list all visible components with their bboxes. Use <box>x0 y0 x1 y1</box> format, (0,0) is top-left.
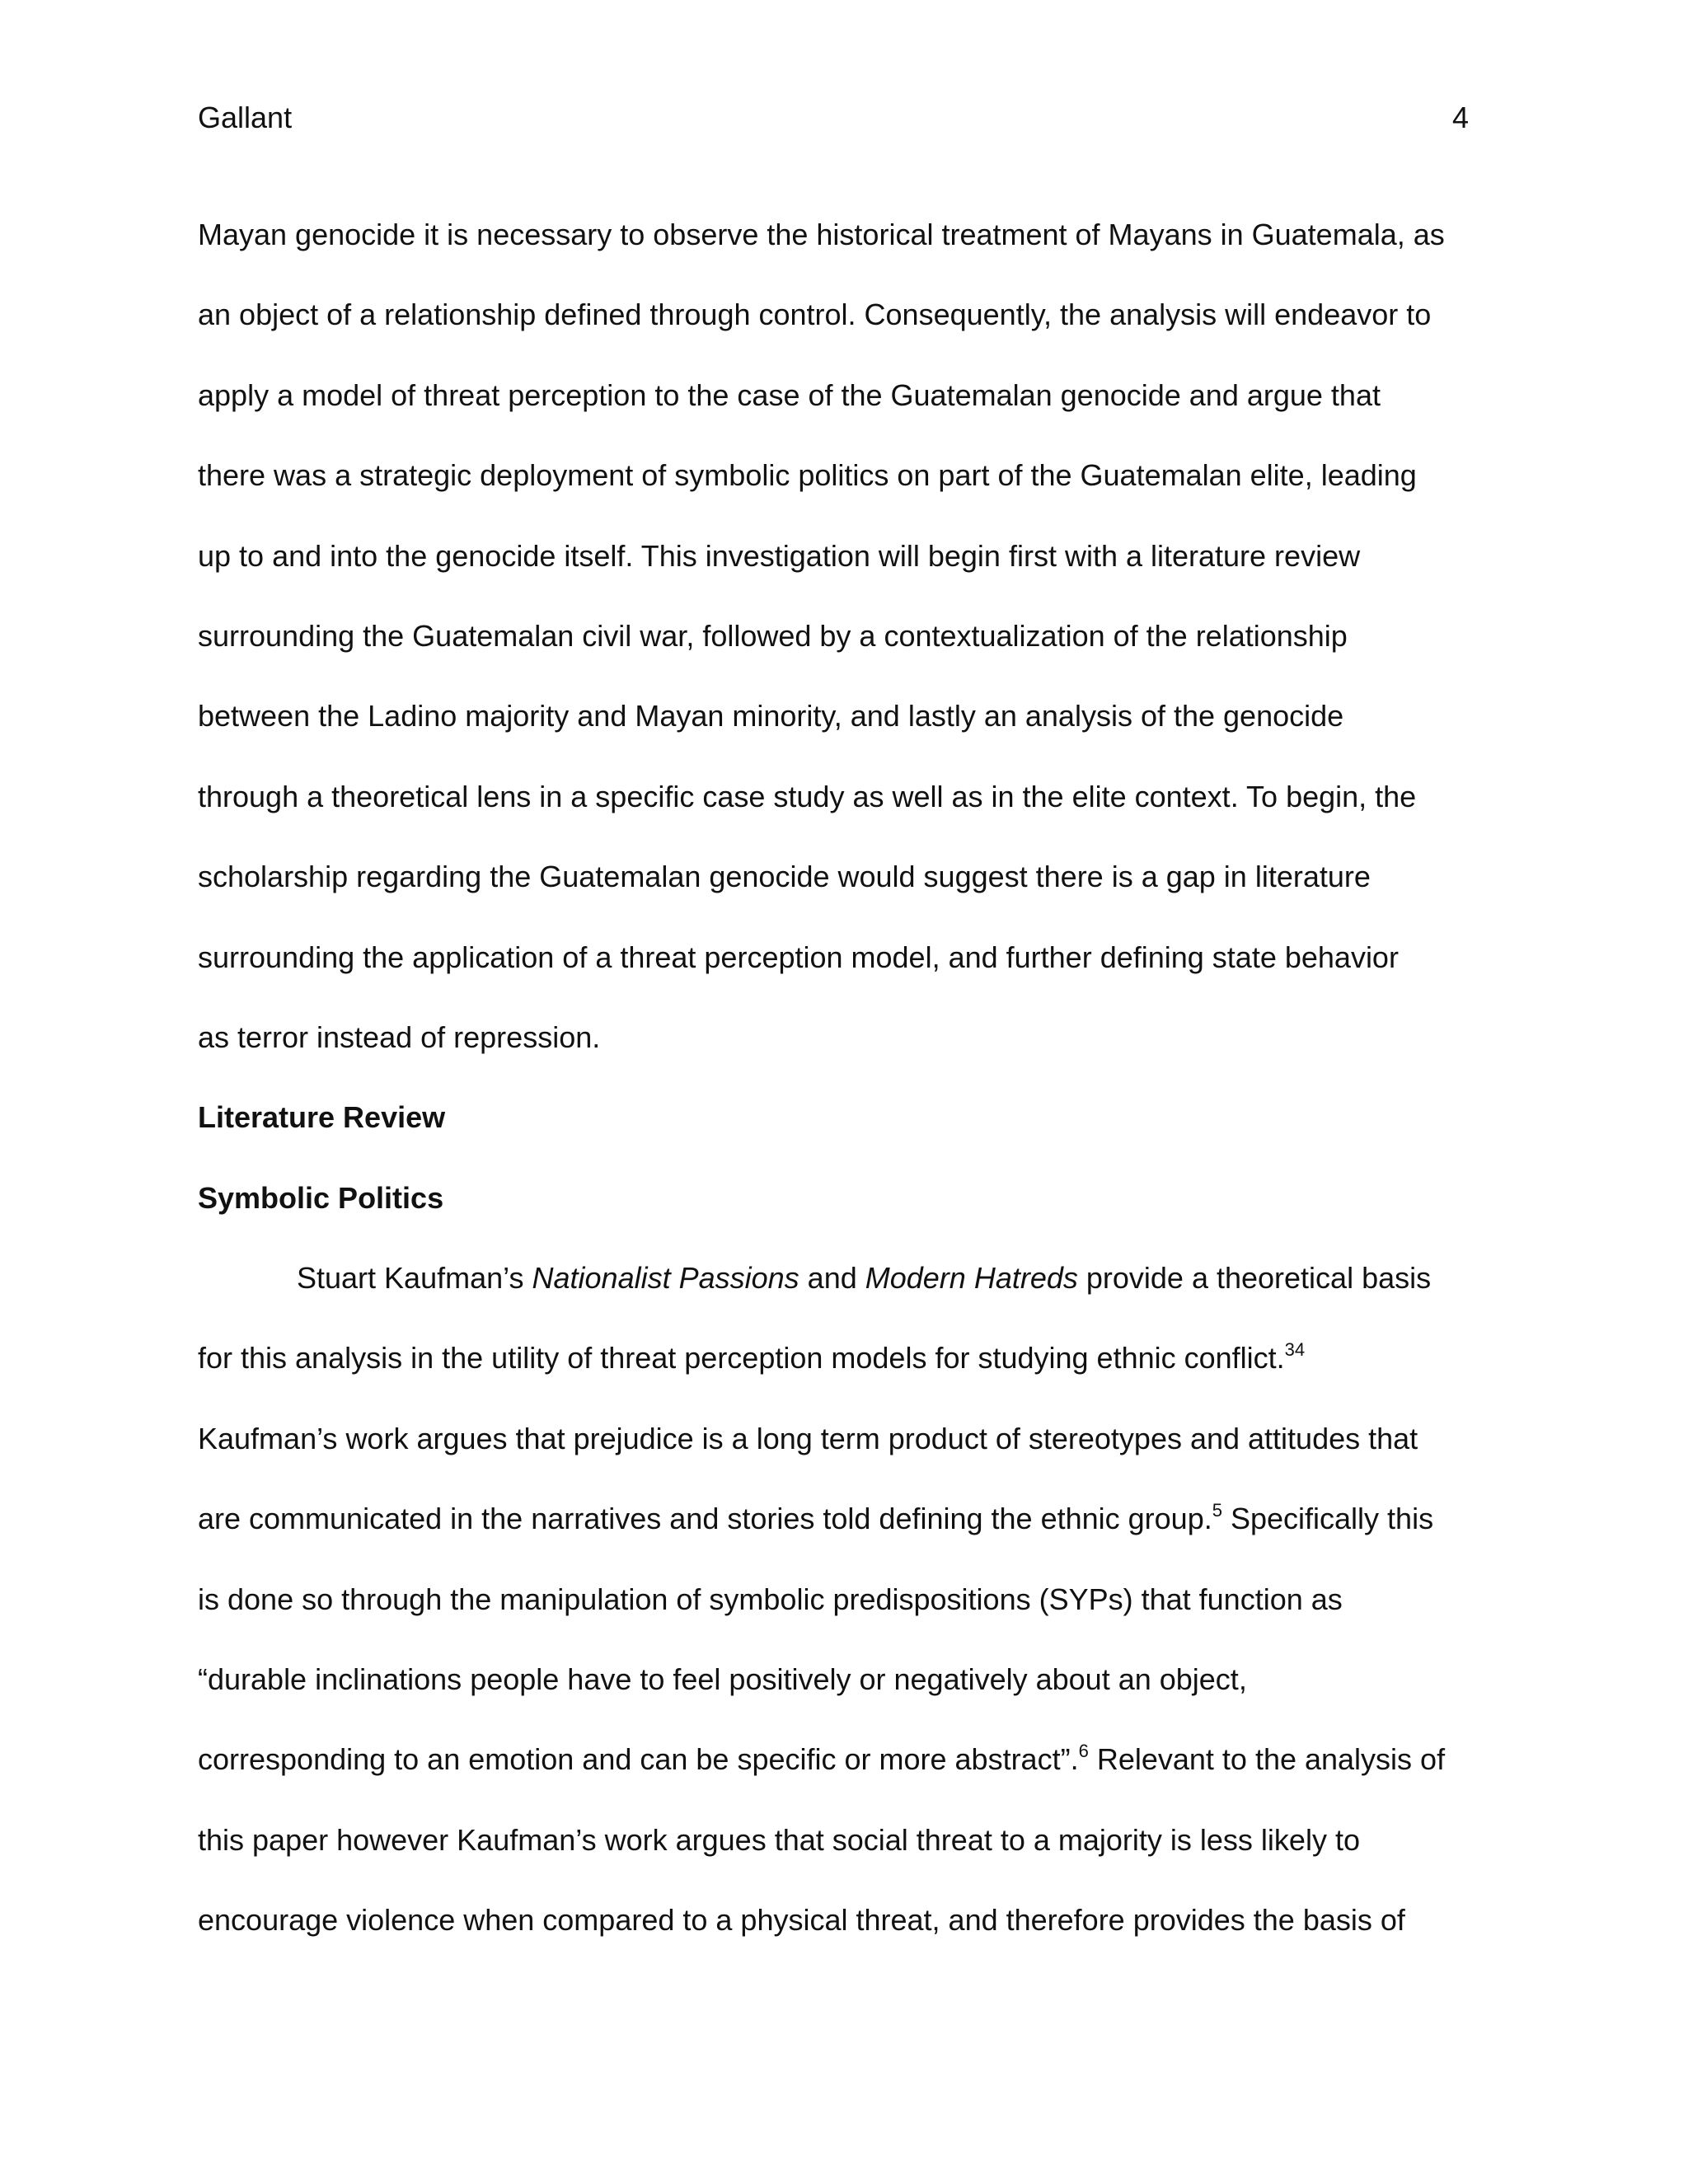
text-run: corresponding to an emotion and can be specific or more abstract”. <box>198 1742 1079 1777</box>
text-run: are communicated in the narratives and stories told defining the ethnic group. <box>198 1502 1212 1536</box>
text-line: through a theoretical lens in a specific case study as well as in the elite context. To begin, the <box>198 779 1417 813</box>
text-run: provide a theoretical basis <box>1077 1261 1432 1296</box>
footnote-marker[interactable]: 6 <box>1078 1741 1089 1762</box>
text-run: Relevant to the analysis of <box>1088 1742 1446 1777</box>
page-number: 4 <box>1451 101 1469 134</box>
text-line: this paper however Kaufman’s work argues that social threat to a majority is less likely to <box>198 1822 1360 1857</box>
header-author: Gallant <box>198 101 293 134</box>
running-header <box>198 97 1469 138</box>
body-text <box>198 194 1484 1961</box>
text-line: “durable inclinations people have to feel positively or negatively about an object, <box>198 1662 1247 1697</box>
text-line <box>198 1479 1484 1558</box>
book-title-modern-hatreds: Modern Hatreds <box>865 1261 1078 1296</box>
text-run: for this analysis in the utility of threat perception models for studying ethnic conflict. <box>198 1341 1285 1376</box>
text-line: an object of a relationship defined through control. Consequently, the analysis will endeavor to <box>198 298 1432 332</box>
text-run: and <box>799 1261 865 1296</box>
text-line <box>198 1238 1484 1318</box>
text-line <box>198 1318 1484 1398</box>
text-line: apply a model of threat perception to the case of the Guatemalan genocide and argue that <box>198 377 1381 412</box>
text-run: Stuart Kaufman’s <box>297 1261 532 1296</box>
section-heading-symbolic-politics: Symbolic Politics <box>198 1180 444 1215</box>
footnote-marker[interactable]: 34 <box>1284 1339 1306 1361</box>
text-line: surrounding the application of a threat perception model, and further defining state behavior <box>198 940 1399 974</box>
section-heading-literature-review: Literature Review <box>198 1100 446 1135</box>
text-line <box>198 1719 1484 1799</box>
text-run: Specifically this <box>1221 1502 1434 1536</box>
text-line: is done so through the manipulation of symbolic predispositions (SYPs) that function as <box>198 1582 1343 1616</box>
text-line: as terror instead of repression. <box>198 1019 601 1054</box>
text-line: between the Ladino majority and Mayan minority, and lastly an analysis of the genocide <box>198 699 1344 733</box>
footnote-marker[interactable]: 5 <box>1212 1500 1222 1521</box>
text-line: encourage violence when compared to a physical threat, and therefore provides the basis of <box>198 1903 1405 1938</box>
text-line: surrounding the Guatemalan civil war, followed by a contextualization of the relationship <box>198 618 1348 653</box>
text-line: scholarship regarding the Guatemalan genocide would suggest there is a gap in literature <box>198 860 1371 894</box>
book-title-nationalist-passions: Nationalist Passions <box>532 1261 799 1296</box>
text-line: Kaufman’s work argues that prejudice is a long term product of stereotypes and attitudes that <box>198 1421 1418 1455</box>
text-line: up to and into the genocide itself. This investigation will begin first with a literature review <box>198 538 1361 573</box>
text-line: Mayan genocide it is necessary to observe the historical treatment of Mayans in Guatemala, as <box>198 218 1445 251</box>
text-line: there was a strategic deployment of symbolic politics on part of the Guatemalan elite, leading <box>198 458 1417 493</box>
